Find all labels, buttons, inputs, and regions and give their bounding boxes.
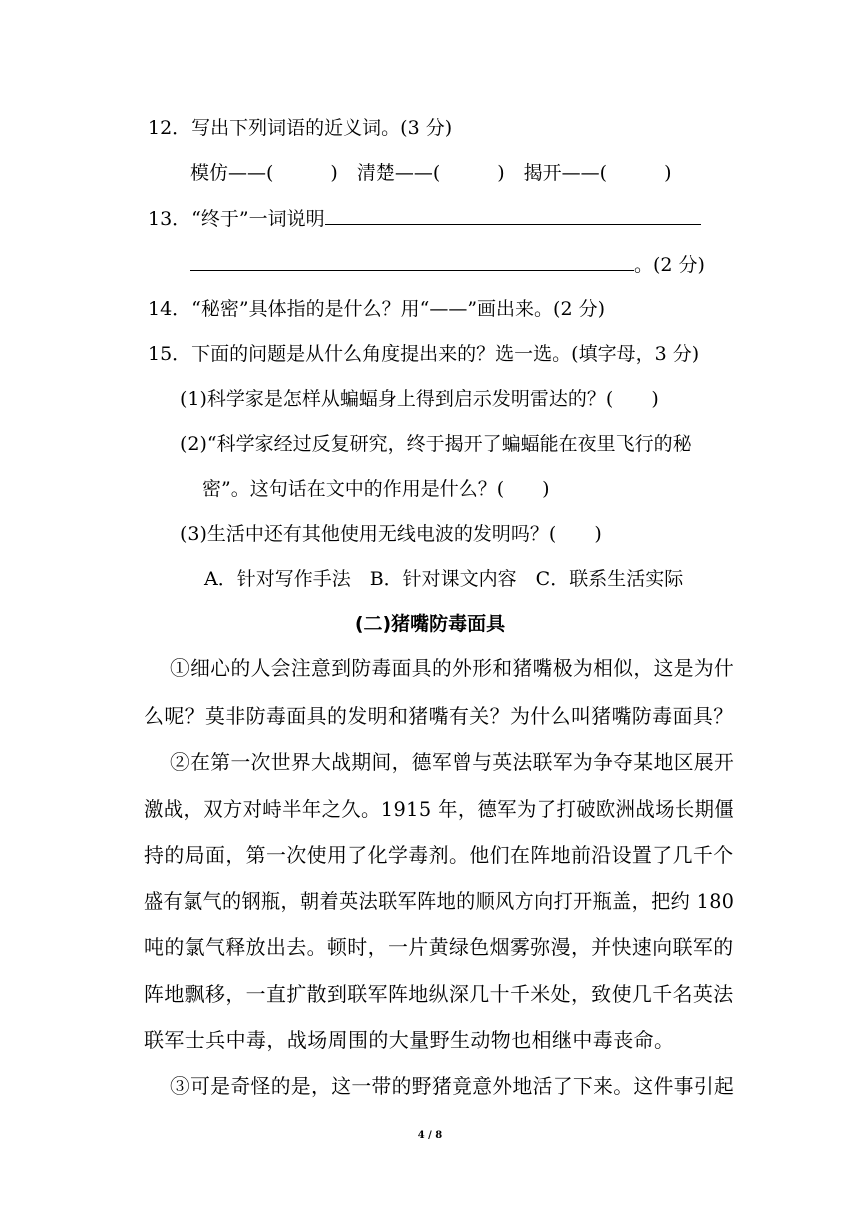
- passage-line: 么呢？莫非防毒面具的发明和猪嘴有关？为什么叫猪嘴防毒面具？: [144, 704, 734, 728]
- passage-line: ②在第一次世界大战期间，德军曾与英法联军为争夺某地区展开: [170, 750, 735, 774]
- passage-line: 激战，双方对峙半年之久。1915 年，德军为了打破欧洲战场长期僵: [144, 797, 735, 821]
- answer-blank-13b[interactable]: [190, 252, 634, 271]
- question-15-item-1: (1)科学家是怎样从蝙蝠身上得到启示发明雷达的？( ): [180, 388, 659, 410]
- question-12-title: 12．写出下列词语的近义词。(3 分): [148, 117, 453, 139]
- question-13-score: 。(2 分): [634, 254, 705, 276]
- passage-line: ③可是奇怪的是，这一带的野猪竟意外地活了下来。这件事引起: [170, 1074, 735, 1098]
- question-15-item-2a: (2)“科学家经过反复研究，终于揭开了蝙蝠能在夜里飞行的秘: [180, 433, 692, 455]
- passage-line: ①细心的人会注意到防毒面具的外形和猪嘴极为相似，这是为什: [170, 656, 735, 680]
- question-14: 14．“秘密”具体指的是什么？用“——”画出来。(2 分): [148, 298, 605, 320]
- passage-title: (二)猪嘴防毒面具: [354, 613, 506, 635]
- question-15-options: A．针对写作手法 B．针对课文内容 C．联系生活实际: [204, 568, 684, 590]
- question-15-item-2b: 密”。这句话在文中的作用是什么？( ): [202, 478, 550, 500]
- question-15-title: 15．下面的问题是从什么角度提出来的？选一选。(填字母，3 分): [148, 343, 700, 365]
- question-13-continued: [190, 252, 705, 278]
- page-number: 4 / 8: [417, 1130, 443, 1141]
- question-12-items: 模仿——( ) 清楚——( ) 揭开——( ): [190, 162, 672, 184]
- passage-line: 联军士兵中毒，战场周围的大量野生动物也相继中毒丧命。: [144, 1028, 675, 1052]
- question-13: [148, 206, 701, 232]
- passage-line: 阵地飘移，一直扩散到联军阵地纵深几十千米处，致使几千名英法: [144, 982, 734, 1006]
- answer-blank-13a[interactable]: [325, 206, 701, 225]
- question-13-label: 13．“终于”一词说明: [148, 208, 325, 230]
- passage-line: 吨的氯气释放出去。顿时，一片黄绿色烟雾弥漫，并快速向联军的: [144, 935, 734, 959]
- passage-line: 持的局面，第一次使用了化学毒剂。他们在阵地前沿设置了几千个: [144, 843, 734, 867]
- question-15-item-3: (3)生活中还有其他使用无线电波的发明吗？( ): [180, 523, 602, 545]
- passage-line: 盛有氯气的钢瓶，朝着英法联军阵地的顺风方向打开瓶盖，把约 180: [144, 889, 735, 913]
